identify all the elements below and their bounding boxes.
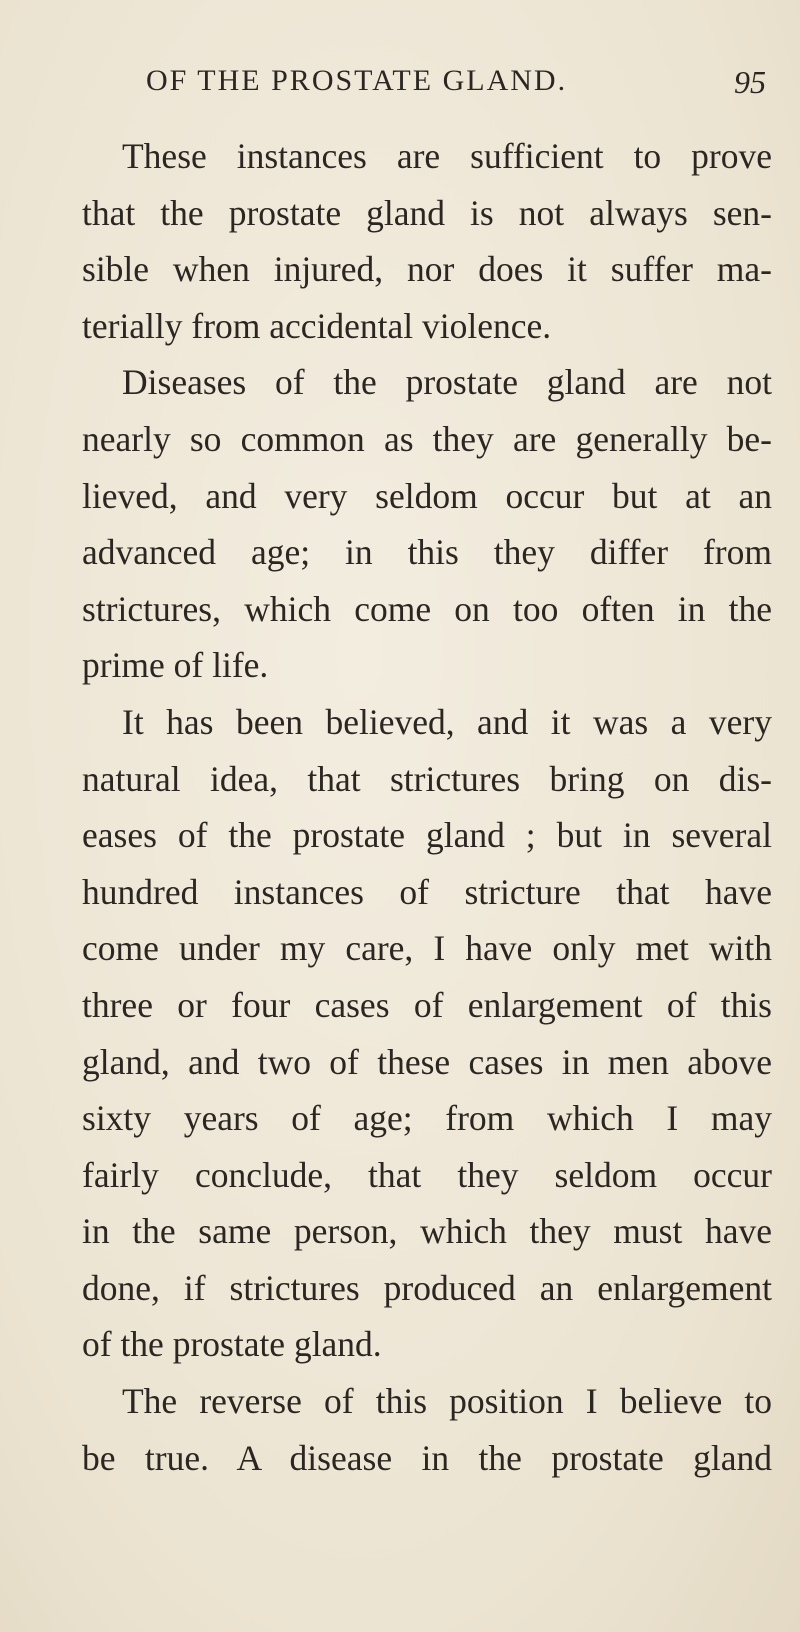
text-line: eases of the prostate gland ; but in several bbox=[82, 815, 772, 856]
text-line: It has been believed, and it was a very bbox=[122, 701, 772, 742]
paragraph bbox=[82, 128, 772, 354]
page-header bbox=[146, 64, 766, 112]
text-line: terially from accidental violence. bbox=[82, 305, 552, 346]
text-line: sixty years of age; from which I may bbox=[82, 1098, 772, 1139]
text-line: nearly so common as they are generally be- bbox=[82, 418, 772, 459]
text-line: three or four cases of enlargement of this bbox=[82, 984, 772, 1025]
paragraph bbox=[82, 354, 772, 694]
text-line: come under my care, I have only met with bbox=[82, 928, 772, 969]
text-line: in the same person, which they must have bbox=[82, 1211, 772, 1252]
running-head: OF THE PROSTATE GLAND. bbox=[146, 64, 568, 97]
text-line: strictures, which come on too often in the bbox=[82, 588, 772, 629]
text-line: natural idea, that strictures bring on dis- bbox=[82, 758, 772, 799]
text-line: fairly conclude, that they seldom occur bbox=[82, 1154, 772, 1195]
text-line: These instances are sufficient to prove bbox=[122, 136, 772, 176]
text-line: sible when injured, nor does it suffer ma- bbox=[82, 249, 772, 290]
body-text bbox=[82, 128, 772, 1486]
page-number: 95 bbox=[734, 64, 766, 100]
text-line: done, if strictures produced an enlargement bbox=[82, 1267, 772, 1308]
paragraph bbox=[82, 1373, 772, 1486]
text-line: prime of life. bbox=[82, 645, 269, 686]
text-line: gland, and two of these cases in men above bbox=[82, 1041, 772, 1082]
text-line: lieved, and very seldom occur but at an bbox=[82, 475, 772, 516]
paragraph bbox=[82, 694, 772, 1373]
text-line: hundred instances of stricture that have bbox=[82, 871, 772, 912]
text-line: of the prostate gland. bbox=[82, 1324, 382, 1365]
text-line: The reverse of this position I believe to bbox=[122, 1381, 772, 1422]
text-line: be true. A disease in the prostate gland bbox=[82, 1437, 772, 1478]
text-line: Diseases of the prostate gland are not bbox=[122, 362, 772, 403]
text-line: advanced age; in this they differ from bbox=[82, 532, 772, 573]
text-line: that the prostate gland is not always sen- bbox=[82, 192, 772, 233]
